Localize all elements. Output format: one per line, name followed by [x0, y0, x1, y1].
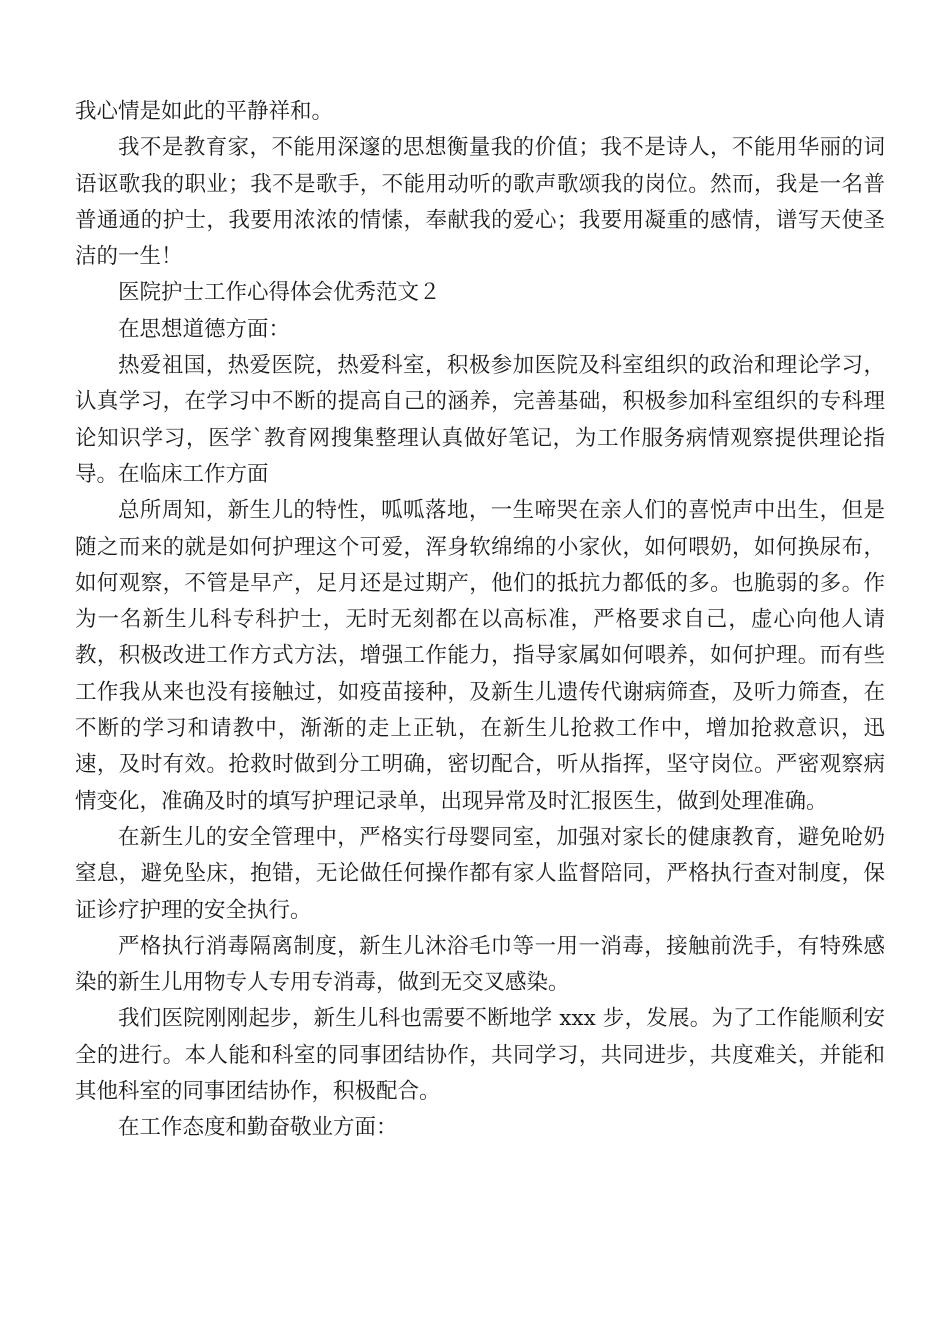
document-body [75, 94, 885, 1147]
paragraph-1: 我心情是如此的平静祥和。 [75, 99, 334, 124]
paragraph-6: 总所周知，新生儿的特性，呱呱落地，一生啼哭在亲人们的喜悦声中出生，但是随之而来的就是如何护理这个可爱，浑身软绵绵的小家伙，如何喂奶，如何换尿布，如何观察，不管是早产，足月还是过期产，他们的抵抗力都低的多。也脆弱的多。作为一名新生儿科专科护士，无时无刻都在以高标准，严格要求自己，虚心向他人请教，积极改进工作方式方法，增强工作能力，指导家属如何喂养，如何护理。而有些工作我从来也没有接触过，如疫苗接种，及新生儿遗传代谢病筛查，及听力筛查，在不断的学习和请教中，渐渐的走上正轨，在新生儿抢救工作中，增加抢救意识，迅速，及时有效。抢救时做到分工明确，密切配合，听从指挥，坚守岗位。严密观察病情变化，准确及时的填写护理记录单，出现异常及时汇报医生，做到处理准确。 [75, 498, 885, 814]
subheading-attitude: 在工作态度和勤奋敬业方面： [118, 1115, 398, 1141]
paragraph-8: 严格执行消毒隔离制度，新生儿沐浴毛巾等一用一消毒，接触前洗手，有特殊感染的新生儿用物专人专用专消毒，做到无交叉感染。 [75, 933, 885, 996]
section-title: 医院护士工作心得体会优秀范文２ [118, 280, 441, 306]
paragraph-9: 我们医院刚刚起步，新生儿科也需要不断地学 xxx 步，发展。为了工作能顺利安全的进行。本人能和科室的同事团结协作，共同学习，共同进步，共度难关，并能和其他科室的同事团结协作，积极配合。 [75, 1006, 885, 1105]
paragraph-7: 在新生儿的安全管理中，严格实行母婴同室，加强对家长的健康教育，避免呛奶窒息，避免坠床，抱错，无论做任何操作都有家人监督陪同，严格执行查对制度，保证诊疗护理的安全执行。 [75, 824, 885, 923]
paragraph-5: 热爱祖国，热爱医院，热爱科室，积极参加医院及科室组织的政治和理论学习，认真学习，在学习中不断的提高自己的涵养，完善基础，积极参加科室组织的专科理论知识学习，医学`教育网搜集整理认真做好笔记，为工作服务病情观察提供理论指导。在临床工作方面 [75, 353, 885, 487]
paragraph-2: 我不是教育家，不能用深邃的思想衡量我的价值；我不是诗人，不能用华丽的词语讴歌我的职业；我不是歌手，不能用动听的歌声歌颂我的岗位。然而，我是一名普普通通的护士，我要用浓浓的情愫，奉献我的爱心；我要用凝重的感情，谱写天使圣洁的一生！ [75, 135, 885, 270]
subheading-moral: 在思想道德方面： [118, 316, 291, 342]
